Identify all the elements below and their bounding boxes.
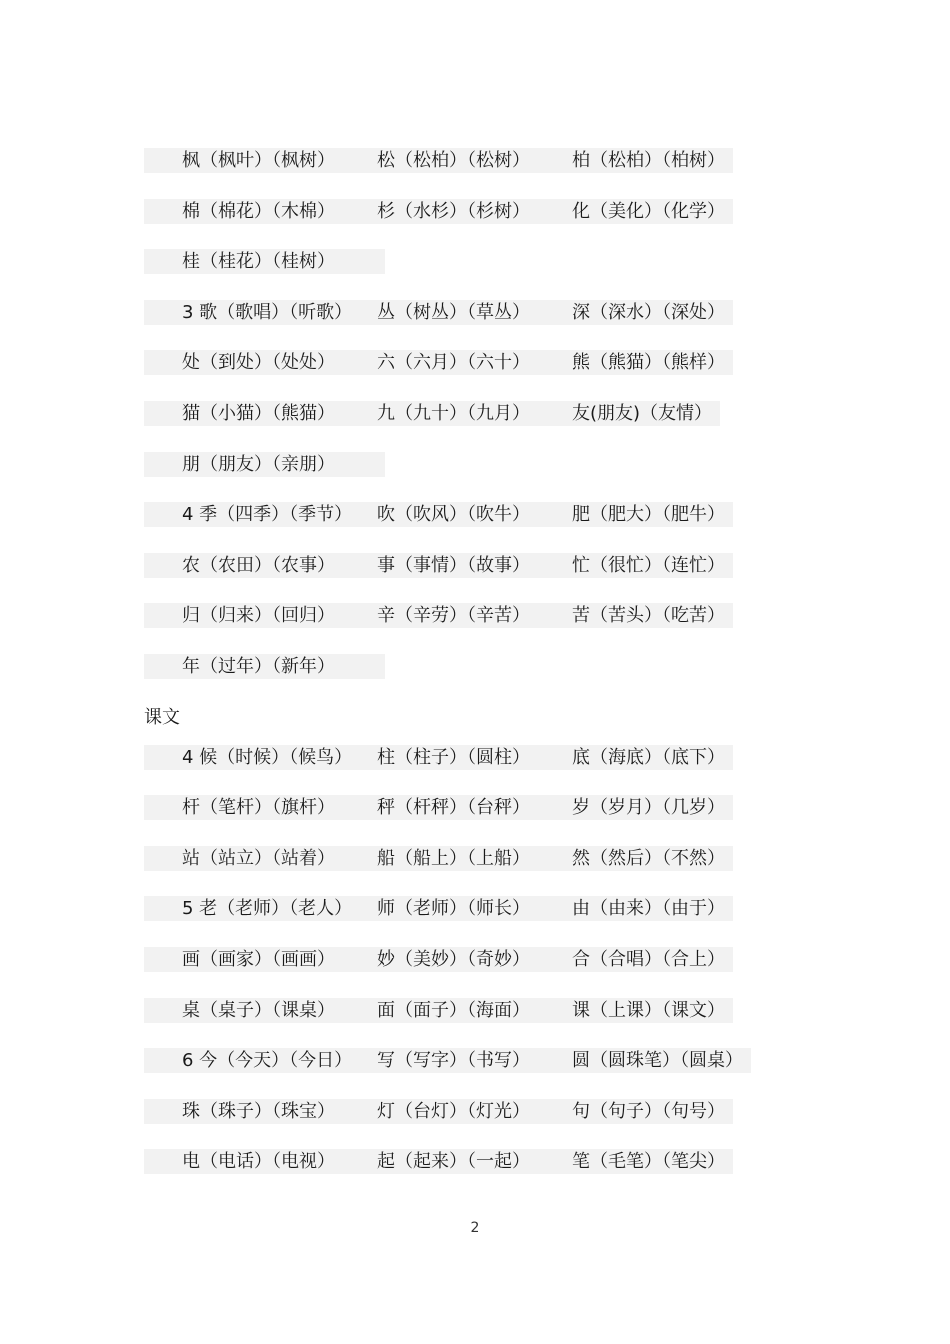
word-entry: 师（老师）（师长） bbox=[377, 898, 530, 920]
word-entry: 农（农田）（农事） bbox=[182, 554, 335, 576]
word-entry: 杉（水杉）（杉树） bbox=[377, 200, 530, 222]
word-row-highlight bbox=[144, 553, 733, 578]
section-heading-row bbox=[144, 705, 824, 745]
word-entry: 妙（美妙）（奇妙） bbox=[377, 948, 530, 970]
word-entry: 猫（小猫）（熊猫） bbox=[182, 402, 335, 424]
word-row-highlight bbox=[144, 846, 733, 871]
word-row-highlight bbox=[144, 502, 733, 527]
word-row bbox=[144, 553, 824, 604]
word-entry: 九（九十）（九月） bbox=[377, 402, 530, 424]
word-row bbox=[144, 148, 824, 199]
word-row bbox=[144, 795, 824, 846]
word-row bbox=[144, 452, 824, 503]
word-entry: 桌（桌子）（课桌） bbox=[182, 999, 335, 1021]
word-entry: 底（海底）（底下） bbox=[572, 746, 725, 768]
word-entry: 桂（桂花）（桂树） bbox=[182, 251, 335, 273]
word-entry: 枫（枫叶）（枫树） bbox=[182, 150, 335, 171]
word-entry: 岁（岁月）（几岁） bbox=[572, 797, 725, 819]
word-row-highlight bbox=[144, 300, 733, 325]
word-entry: 朋（朋友）（亲朋） bbox=[182, 453, 335, 475]
word-entry: 写（写字）（书写） bbox=[377, 1050, 530, 1072]
word-entry: 忙（很忙）（连忙） bbox=[572, 554, 725, 576]
word-entry: 友(朋友)（友情） bbox=[572, 402, 713, 424]
word-entry: 秤（杆秤）（台秤） bbox=[377, 797, 530, 819]
word-entry: 灯（台灯）（灯光） bbox=[377, 1100, 530, 1122]
word-entry: 化（美化）（化学） bbox=[572, 200, 725, 222]
word-entry: 归（归来）（回归） bbox=[182, 605, 335, 627]
word-row-highlight bbox=[144, 795, 733, 820]
word-row bbox=[144, 1099, 824, 1150]
word-entry: 句（句子）（句号） bbox=[572, 1100, 725, 1122]
word-row-highlight bbox=[144, 249, 385, 274]
word-entry: 年（过年）（新年） bbox=[182, 655, 335, 677]
word-entry: 圆（圆珠笔）（圆桌） bbox=[572, 1050, 743, 1072]
word-row bbox=[144, 896, 824, 947]
word-entry: 柏（松柏）（柏树） bbox=[572, 150, 725, 171]
word-row-highlight bbox=[144, 896, 733, 921]
word-entry: 松（松柏）（松树） bbox=[377, 150, 530, 171]
word-row-highlight bbox=[144, 350, 733, 375]
word-entry: 面（面子）（海面） bbox=[377, 999, 530, 1021]
word-row bbox=[144, 654, 824, 705]
word-row bbox=[144, 603, 824, 654]
word-entry: 课（上课）（课文） bbox=[572, 999, 725, 1021]
word-entry: 六（六月）（六十） bbox=[377, 352, 530, 374]
word-entry: 然（然后）（不然） bbox=[572, 847, 725, 869]
word-entry: 6 今（今天）（今日） bbox=[182, 1050, 353, 1072]
word-row bbox=[144, 249, 824, 300]
word-row-highlight bbox=[144, 401, 720, 426]
word-row bbox=[144, 1149, 824, 1200]
word-entry: 5 老（老师）（老人） bbox=[182, 898, 353, 920]
word-row-highlight bbox=[144, 199, 733, 224]
word-row-highlight bbox=[144, 998, 733, 1023]
word-row-highlight bbox=[144, 1048, 751, 1073]
word-entry: 深（深水）（深处） bbox=[572, 301, 725, 323]
word-entry: 杆（笔杆）（旗杆） bbox=[182, 797, 335, 819]
word-entry: 熊（熊猫）（熊样） bbox=[572, 352, 725, 374]
word-row-highlight bbox=[144, 1149, 733, 1174]
vocabulary-list bbox=[144, 148, 824, 1200]
word-entry: 事（事情）（故事） bbox=[377, 554, 530, 576]
word-entry: 船（船上）（上船） bbox=[377, 847, 530, 869]
word-entry: 丛（树丛）（草丛） bbox=[377, 301, 530, 323]
word-row bbox=[144, 502, 824, 553]
word-entry: 棉（棉花）（木棉） bbox=[182, 200, 335, 222]
word-row-highlight bbox=[144, 148, 733, 173]
word-row bbox=[144, 199, 824, 250]
word-entry: 4 候（时候）（候鸟） bbox=[182, 746, 353, 768]
word-entry: 起（起来）（一起） bbox=[377, 1151, 530, 1173]
word-row bbox=[144, 947, 824, 998]
section-heading: 课文 bbox=[144, 706, 180, 728]
word-row bbox=[144, 1048, 824, 1099]
word-entry: 画（画家）（画画） bbox=[182, 948, 335, 970]
word-entry: 处（到处）（处处） bbox=[182, 352, 335, 374]
word-entry: 珠（珠子）（珠宝） bbox=[182, 1100, 335, 1122]
word-row bbox=[144, 745, 824, 796]
word-entry: 合（合唱）（合上） bbox=[572, 948, 725, 970]
word-entry: 电（电话）（电视） bbox=[182, 1151, 335, 1173]
word-row-highlight bbox=[144, 745, 733, 770]
word-entry: 柱（柱子）（圆柱） bbox=[377, 746, 530, 768]
word-row bbox=[144, 350, 824, 401]
word-row bbox=[144, 300, 824, 351]
word-row bbox=[144, 401, 824, 452]
word-entry: 吹（吹风）（吹牛） bbox=[377, 504, 530, 526]
word-entry: 站（站立）（站着） bbox=[182, 847, 335, 869]
word-row-highlight bbox=[144, 654, 385, 679]
word-row-highlight bbox=[144, 452, 385, 477]
word-entry: 辛（辛劳）（辛苦） bbox=[377, 605, 530, 627]
word-row bbox=[144, 846, 824, 897]
page-number: 2 bbox=[470, 1220, 480, 1236]
word-entry: 苦（苦头）（吃苦） bbox=[572, 605, 725, 627]
word-row-highlight bbox=[144, 1099, 733, 1124]
word-row bbox=[144, 998, 824, 1049]
word-entry: 4 季（四季）（季节） bbox=[182, 504, 353, 526]
word-entry: 由（由来）（由于） bbox=[572, 898, 725, 920]
word-row-highlight bbox=[144, 947, 733, 972]
word-entry: 笔（毛笔）（笔尖） bbox=[572, 1151, 725, 1173]
word-entry: 肥（肥大）（肥牛） bbox=[572, 504, 725, 526]
word-entry: 3 歌（歌唱）（听歌） bbox=[182, 301, 353, 323]
word-row-highlight bbox=[144, 603, 733, 628]
